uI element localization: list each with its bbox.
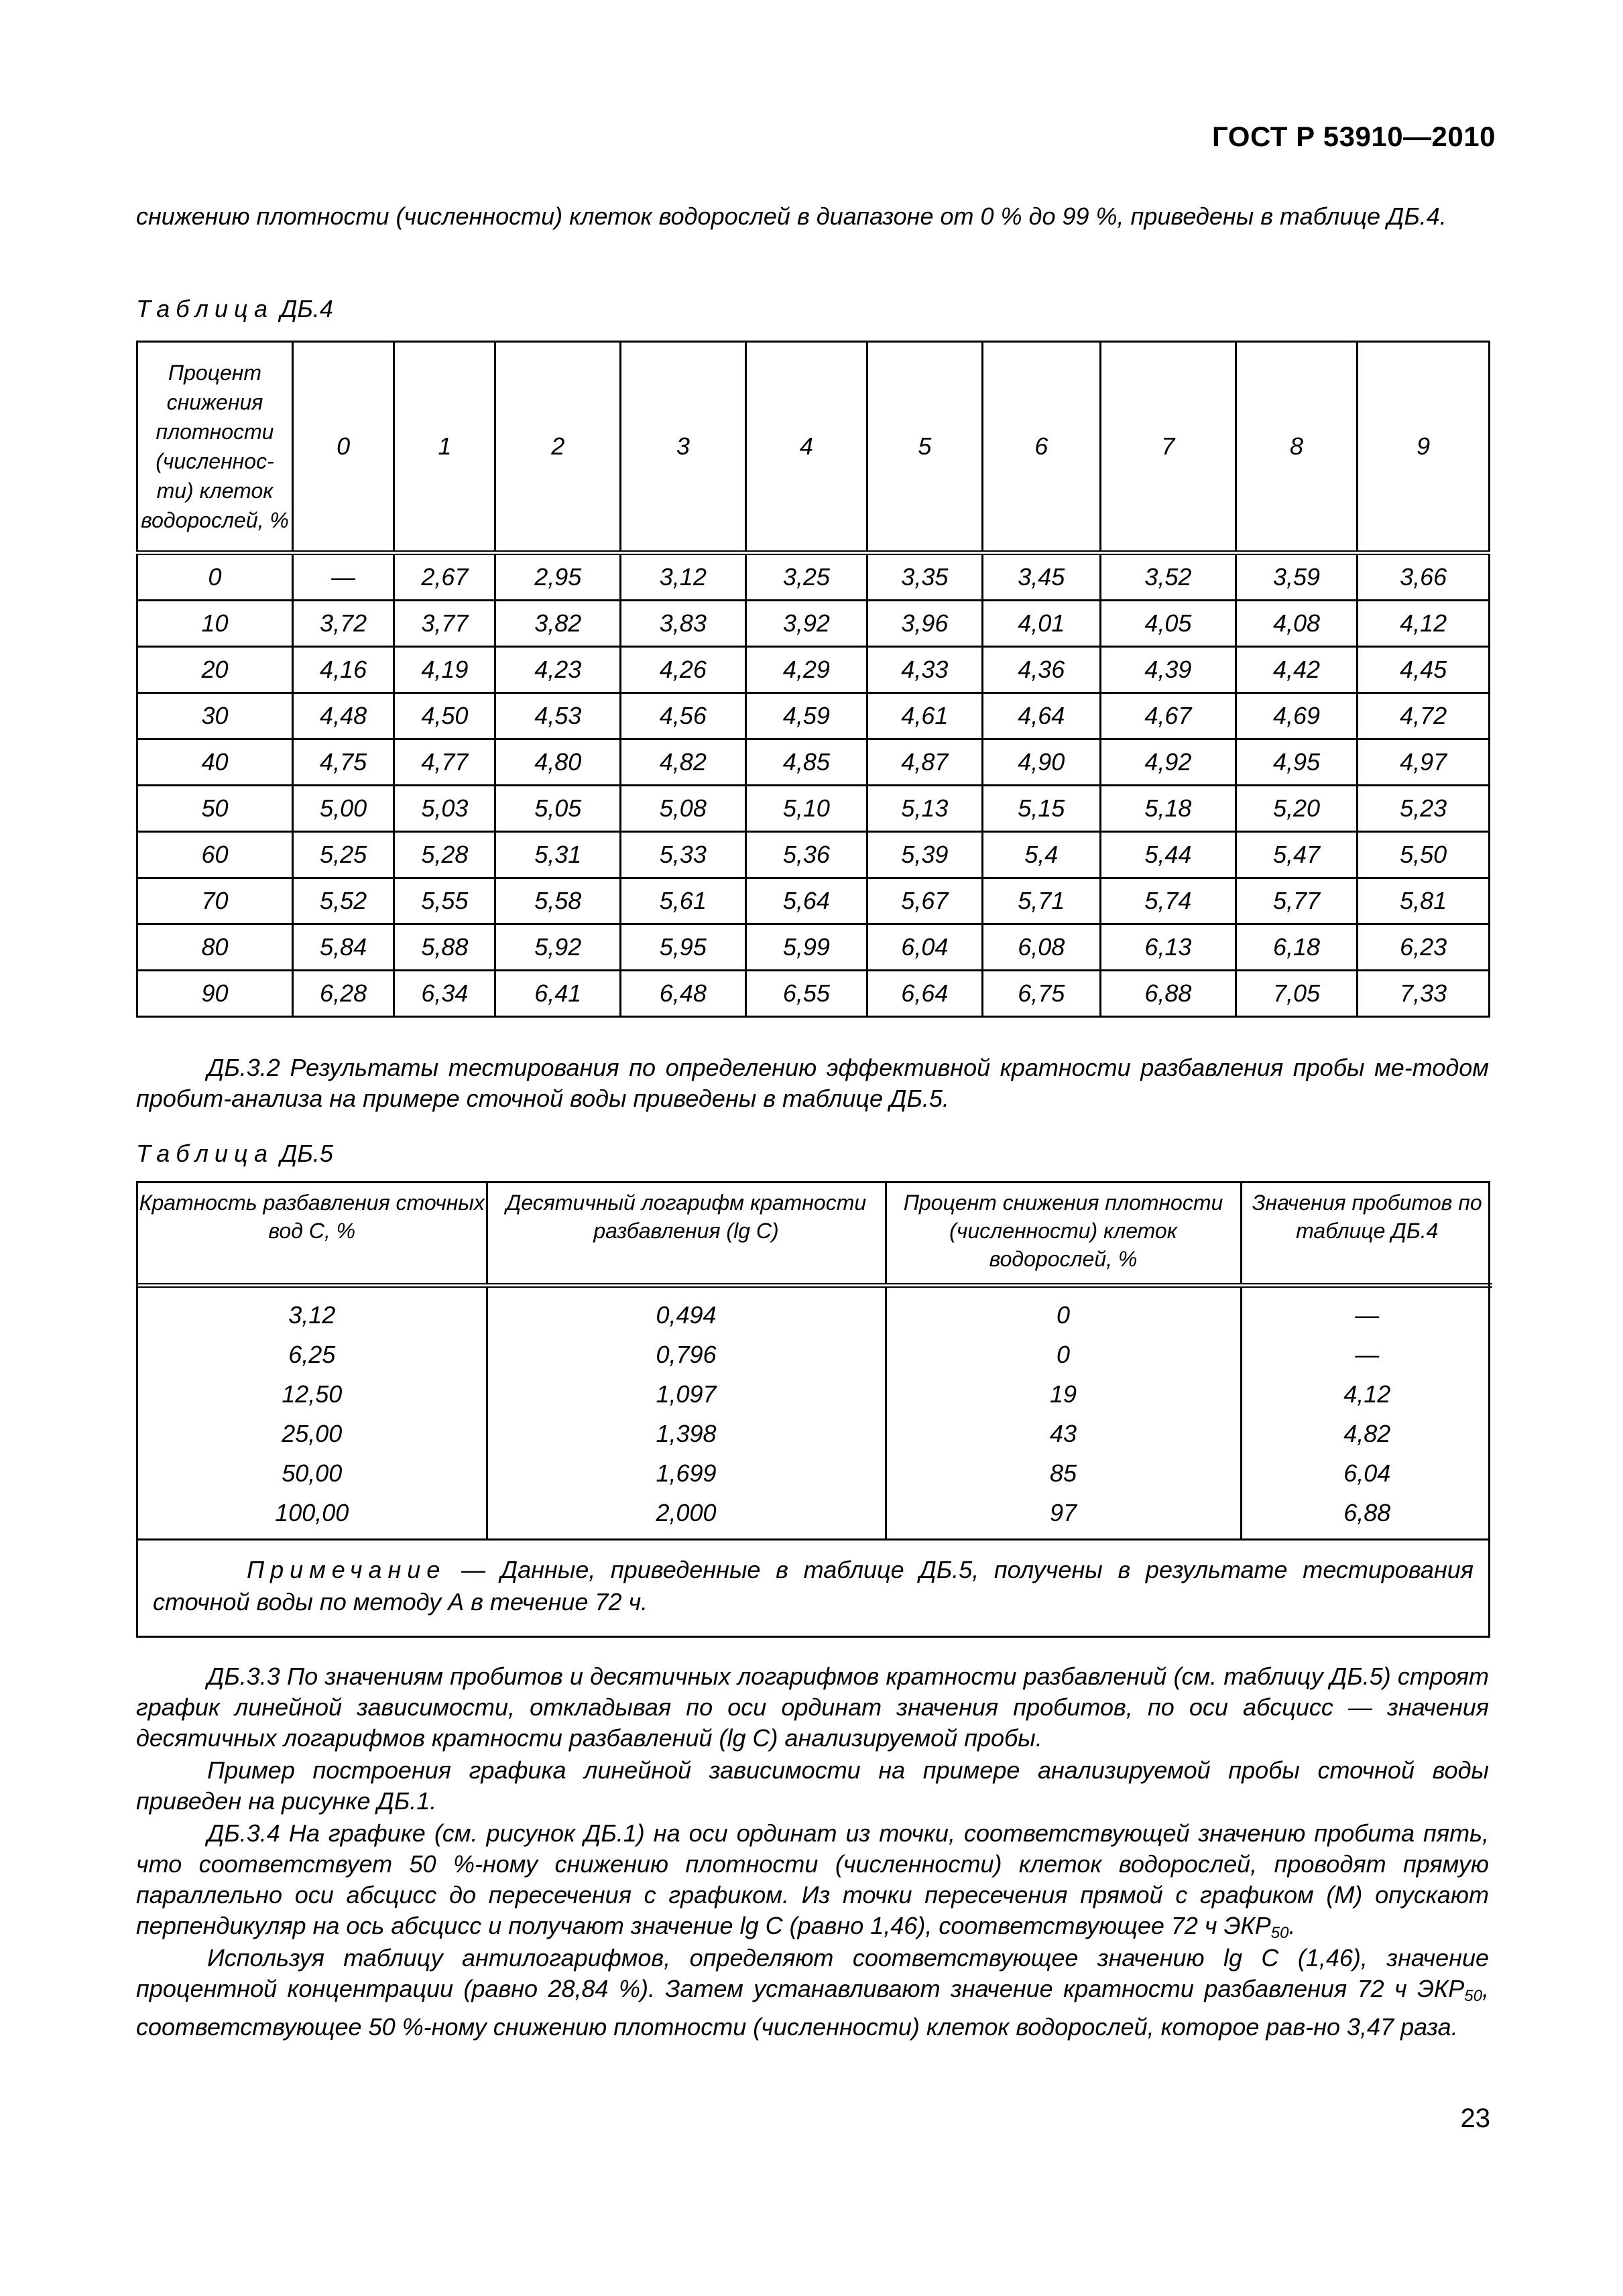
table-cell: 4,08 [1236,601,1358,647]
table-cell: 3,66 [1358,553,1490,601]
table-cell: 1,097 [487,1374,886,1414]
table-cell: 4,53 [495,693,621,739]
paragraph-db34-text: ДБ.3.4 На графике (см. рисунок ДБ.1) на оси ординат из точки, соответствующей значению пробита пять, что соответствует 50 %-ному снижению плотности (численности) клеток водорослей, проводят прямую параллельно оси абсцисс до пересечения с графиком. Из точки пересечения прямой с графиком (М) опускают перпендикуляр на ось абсцисс и получают значение lg C (равно 1,46), соответствующее 72 ч ЭКР [136,1819,1489,1939]
table-cell: 4,23 [495,647,621,693]
table-cell: 4,75 [292,739,394,786]
table4-header-col: 8 [1236,342,1358,553]
table-cell: — [1355,1340,1380,1368]
table-cell: 5,20 [1236,786,1358,832]
table4-header-col: 0 [292,342,394,553]
table-cell: 6,08 [982,924,1100,971]
table-row [138,1414,1492,1453]
intro-paragraph: снижению плотности (численности) клеток водорослей в диапазоне от 0 % до 99 %, приведены в таблице ДБ.4. [136,202,1447,230]
table-cell: 4,01 [982,601,1100,647]
table-cell: 4,12 [1343,1380,1391,1408]
table-cell: 1,699 [487,1453,886,1493]
table-cell: 5,15 [982,786,1100,832]
table-cell: 4,16 [292,647,394,693]
table-cell: 5,03 [394,786,495,832]
table5-caption-word: Таблица [136,1140,274,1167]
table-cell: 5,33 [621,832,746,878]
table-cell: 6,13 [1101,924,1236,971]
table-cell: 5,55 [394,878,495,924]
row-label-cell: 50 [137,786,293,832]
table-cell: 4,67 [1101,693,1236,739]
table5-header-col: Процент снижения плотности (численности) клеток водорослей, % [886,1183,1241,1286]
row-label-cell: 70 [137,878,293,924]
row-label-cell: 10 [137,601,293,647]
row-label-cell: 30 [137,693,293,739]
table-row [137,971,1490,1017]
table-cell: 4,45 [1358,647,1490,693]
table-cell: 6,88 [1343,1498,1391,1526]
table4-header-row [137,342,1490,553]
table-cell: — [1355,1301,1380,1329]
paragraph-antilog [136,1943,1489,2043]
table-cell: 6,64 [867,971,982,1017]
table-cell: 5,81 [1358,878,1490,924]
table4-header-col: 3 [621,342,746,553]
table-cell: 5,88 [394,924,495,971]
table-cell: 5,74 [1101,878,1236,924]
table-cell: 5,67 [867,878,982,924]
table-row [137,601,1490,647]
table-cell: 4,50 [394,693,495,739]
table5-header-row [138,1183,1492,1286]
table-cell: 4,80 [495,739,621,786]
table4-header-col: 7 [1101,342,1236,553]
paragraph-db32: ДБ.3.2 Результаты тестирования по определению эффективной кратности разбавления пробы ме-тодом пробит-анализа на примере сточной воды приведены в таблице ДБ.5. [136,1054,1489,1112]
table5-header-col: Кратность разбавления сточных вод С, % [138,1183,487,1286]
table-cell: 5,31 [495,832,621,878]
table-row [138,1493,1492,1538]
table-cell: 5,08 [621,786,746,832]
table-cell: 4,26 [621,647,746,693]
table-cell: 50,00 [138,1453,487,1493]
paragraph-antilog-sub: 50 [1464,1987,1482,2005]
table-cell: 0 [886,1286,1241,1335]
table4-caption-id: ДБ.4 [280,295,333,322]
table-cell: 4,69 [1236,693,1358,739]
table-cell: 6,88 [1101,971,1236,1017]
table-row [138,1374,1492,1414]
table5-note [138,1538,1488,1636]
table-cell: 4,59 [745,693,867,739]
table-cell: 5,05 [495,786,621,832]
table5-caption [136,1140,333,1168]
table-cell: 0 [886,1335,1241,1374]
table-cell: 6,25 [138,1335,487,1374]
table-cell: 4,36 [982,647,1100,693]
table-cell: 5,61 [621,878,746,924]
table-cell: 4,05 [1101,601,1236,647]
table-cell: 2,95 [495,553,621,601]
table-cell: 12,50 [138,1374,487,1414]
table-cell: 4,87 [867,739,982,786]
table4-caption [136,295,333,323]
row-label-cell: 80 [137,924,293,971]
row-label-cell: 0 [137,553,293,601]
table-cell: 5,18 [1101,786,1236,832]
table-cell: 3,82 [495,601,621,647]
table-row [137,553,1490,601]
table-cell: 85 [886,1453,1241,1493]
table-row [138,1286,1492,1335]
table-cell: 1,398 [487,1414,886,1453]
table-row [137,693,1490,739]
row-label-cell: 40 [137,739,293,786]
table-cell: 7,33 [1358,971,1490,1017]
table-cell: 5,92 [495,924,621,971]
table4-header-first: Процент снижения плотности (численнос-ти) клеток водорослей, % [137,342,293,553]
table4-header-col: 5 [867,342,982,553]
table-cell: 5,84 [292,924,394,971]
table-cell: 4,82 [1343,1419,1391,1447]
table-cell: 3,12 [138,1286,487,1335]
table-cell: 0,796 [487,1335,886,1374]
table-cell: 5,36 [745,832,867,878]
table-cell: 3,77 [394,601,495,647]
table-cell: 0,494 [487,1286,886,1335]
table-cell: 3,52 [1101,553,1236,601]
table-row [138,1453,1492,1493]
table-cell: 6,23 [1358,924,1490,971]
paragraph-db34-end: . [1288,1912,1296,1939]
paragraph-antilog-text2: , соответствующее 50 %-ному снижению плотности (численности) клеток водорослей, которое рав-но 3,47 раза. [136,1975,1489,2041]
table-cell: 4,39 [1101,647,1236,693]
table-cell: 4,95 [1236,739,1358,786]
table-cell: 4,64 [982,693,1100,739]
table-cell: 2,000 [487,1493,886,1538]
table-cell: 6,34 [394,971,495,1017]
table-cell: 6,28 [292,971,394,1017]
table-cell: 3,59 [1236,553,1358,601]
table-cell: 4,90 [982,739,1100,786]
table5-note-text: — Данные, приведенные в таблице ДБ.5, получены в результате тестирования сточной воды по методу А в течение 72 ч. [153,1556,1474,1616]
table-row [137,786,1490,832]
table-cell: 4,92 [1101,739,1236,786]
table-cell: 6,04 [867,924,982,971]
table-row [137,832,1490,878]
table-db5 [138,1183,1492,1538]
paragraph-db33: ДБ.3.3 По значениям пробитов и десятичных логарифмов кратности разбавлений (см. таблицу ДБ.5) строят график линейной зависимости, откладывая по оси ординат значения пробитов, по оси абсцисс — значения десятичных логарифмов кратности разбавлений (lg C) анализируемой пробы. [136,1663,1489,1752]
table-cell: 25,00 [138,1414,487,1453]
table-cell: 2,67 [394,553,495,601]
table-cell: 5,39 [867,832,982,878]
table-cell: 6,48 [621,971,746,1017]
table-cell: 4,42 [1236,647,1358,693]
table4-body [137,553,1490,1017]
table-cell: 19 [886,1374,1241,1414]
table-cell: 5,71 [982,878,1100,924]
table-cell: 4,85 [745,739,867,786]
row-label-cell: 60 [137,832,293,878]
paragraph-example: Пример построения графика линейной зависимости на примере анализируемой пробы сточной воды приведен на рисунке ДБ.1. [136,1756,1489,1815]
paragraph-db34-sub: 50 [1270,1924,1289,1942]
table-cell: 6,41 [495,971,621,1017]
document-header: ГОСТ Р 53910—2010 [1212,121,1496,152]
table-cell: 5,77 [1236,878,1358,924]
table-row [137,739,1490,786]
table-cell: 5,64 [745,878,867,924]
table4-header-col: 9 [1358,342,1490,553]
table-db4 [136,341,1490,1018]
page-number: 23 [1460,2104,1490,2133]
table-cell: 4,72 [1358,693,1490,739]
table5-header-col: Десятичный логарифм кратности разбавления (lg C) [487,1183,886,1286]
table-cell: 3,96 [867,601,982,647]
table-cell: 4,82 [621,739,746,786]
table-cell: 4,97 [1358,739,1490,786]
table-cell: 5,23 [1358,786,1490,832]
table-cell: 3,35 [867,553,982,601]
table-cell: 5,13 [867,786,982,832]
table-cell: 97 [886,1493,1241,1538]
table4-header-col: 6 [982,342,1100,553]
table-cell: 5,4 [982,832,1100,878]
table-cell: 3,45 [982,553,1100,601]
row-label-cell: 90 [137,971,293,1017]
table-cell: 4,29 [745,647,867,693]
table-cell: 6,55 [745,971,867,1017]
table-cell: 5,10 [745,786,867,832]
table-cell: 6,18 [1236,924,1358,971]
table-cell: 3,83 [621,601,746,647]
table-cell: 100,00 [138,1493,487,1538]
paragraph-db34 [136,1818,1489,1949]
table-cell: 5,25 [292,832,394,878]
row-label-cell: 20 [137,647,293,693]
table-cell: 4,19 [394,647,495,693]
table5-caption-id: ДБ.5 [280,1140,333,1167]
table-cell: 5,58 [495,878,621,924]
table-cell: 3,92 [745,601,867,647]
table-cell: 4,56 [621,693,746,739]
table-cell: 3,25 [745,553,867,601]
table-cell: 5,28 [394,832,495,878]
table4-header-col: 4 [745,342,867,553]
table-cell: 5,44 [1101,832,1236,878]
table-cell: 3,12 [621,553,746,601]
table-cell: 5,95 [621,924,746,971]
table-db5-frame [136,1181,1490,1638]
table-cell: 7,05 [1236,971,1358,1017]
table-cell: 6,04 [1343,1459,1391,1487]
table-cell: 3,72 [292,601,394,647]
table-row [137,647,1490,693]
table-row [137,878,1490,924]
table-cell: 4,12 [1358,601,1490,647]
table-cell: 4,77 [394,739,495,786]
table-cell: 4,48 [292,693,394,739]
table-cell: 43 [886,1414,1241,1453]
table5-header-col: Значения пробитов по таблице ДБ.4 [1241,1183,1492,1286]
table4-header-col: 1 [394,342,495,553]
table-cell: 5,47 [1236,832,1358,878]
table4-header-col: 2 [495,342,621,553]
table-cell: 5,52 [292,878,394,924]
paragraph-antilog-text1: Используя таблицу антилогарифмов, определяют соответствующее значению lg C (1,46), значение процентной концентрации (равно 28,84 %). Затем устанавливают значение кратности разбавления 72 ч ЭКР [136,1944,1489,2002]
table5-note-word: Примечание [247,1556,446,1583]
table5-body [138,1286,1492,1539]
table-row [138,1335,1492,1374]
table-cell: 4,61 [867,693,982,739]
table-cell: — [292,553,394,601]
table-cell: 4,33 [867,647,982,693]
table-cell: 5,00 [292,786,394,832]
table-cell: 6,75 [982,971,1100,1017]
table-row [137,924,1490,971]
table-cell: 5,99 [745,924,867,971]
table-cell: 5,50 [1358,832,1490,878]
table4-caption-word: Таблица [136,295,274,322]
